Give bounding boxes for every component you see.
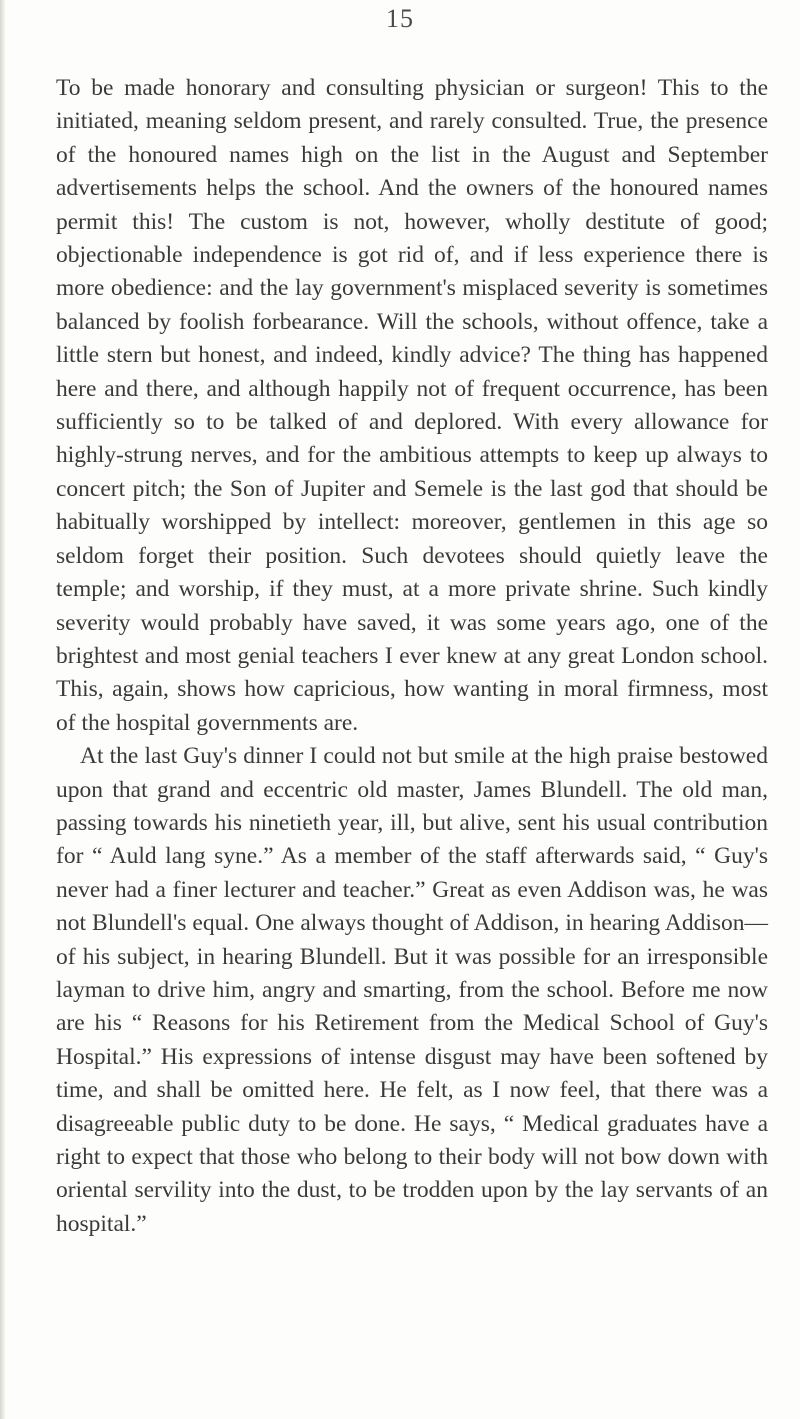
page-number: 15 bbox=[386, 4, 414, 33]
paragraph-honorary-physician: To be made honorary and consulting physician or surgeon! This to the initiated, meaning seldom present, and rarely consulted. True, the presence of the honoured names high on the list in the August and September advertisements helps the school. And the owners of the honoured names permit this! The custom is not, however, wholly destitute of good; objectionable independence is got rid of, and if less experience there is more obedience: and the lay government's misplaced severity is sometimes balanced by foolish forbearance. Will the schools, without offence, take a little stern but honest, and indeed, kindly advice? The thing has happened here and there, and although happily not of frequent occurrence, has been sufficiently so to be talked of and deplored. With every allowance for highly-strung nerves, and for the ambitious attempts to keep up always to concert pitch; the Son of Jupiter and Semele is the last god that should be habitually worshipped by intellect: moreover, gentlemen in this age so seldom forget their position. Such devotees should quietly leave the temple; and worship, if they must, at a more private shrine. Such kindly severity would probably have saved, it was some years ago, one of the brightest and most genial teachers I ever knew at any great London school. This, again, shows how capricious, how wanting in moral firmness, most of the hospital governments are. bbox=[56, 75, 768, 736]
paragraph-guys-dinner-blundell: At the last Guy's dinner I could not but smile at the high praise bestowed upon that grand and eccentric old master, James Blundell. The old man, passing towards his ninetieth year, ill, but alive, sent his usual contribution for “ Auld lang syne.” As a member of the staff afterwards said, “ Guy's never had a finer lecturer and teacher.” Great as even Addison was, he was not Blundell's equal. One always thought of Addison, in hearing Addison—of his subject, in hearing Blundell. But it was possible for an irresponsible layman to drive him, angry and smarting, from the school. Before me now are his “ Reasons for his Retirement from the Medical School of Guy's Hospital.” His expressions of intense disgust may have been softened by time, and shall be omitted here. He felt, as I now feel, that there was a disagreeable public duty to be done. He says, “ Medical graduates have a right to expect that those who belong to their body will not bow down with oriental servility into the dust, to be trodden upon by the lay servants of an hospital.” bbox=[56, 743, 768, 1237]
binding-edge-shadow bbox=[0, 0, 6, 1419]
page-text bbox=[56, 72, 768, 1241]
